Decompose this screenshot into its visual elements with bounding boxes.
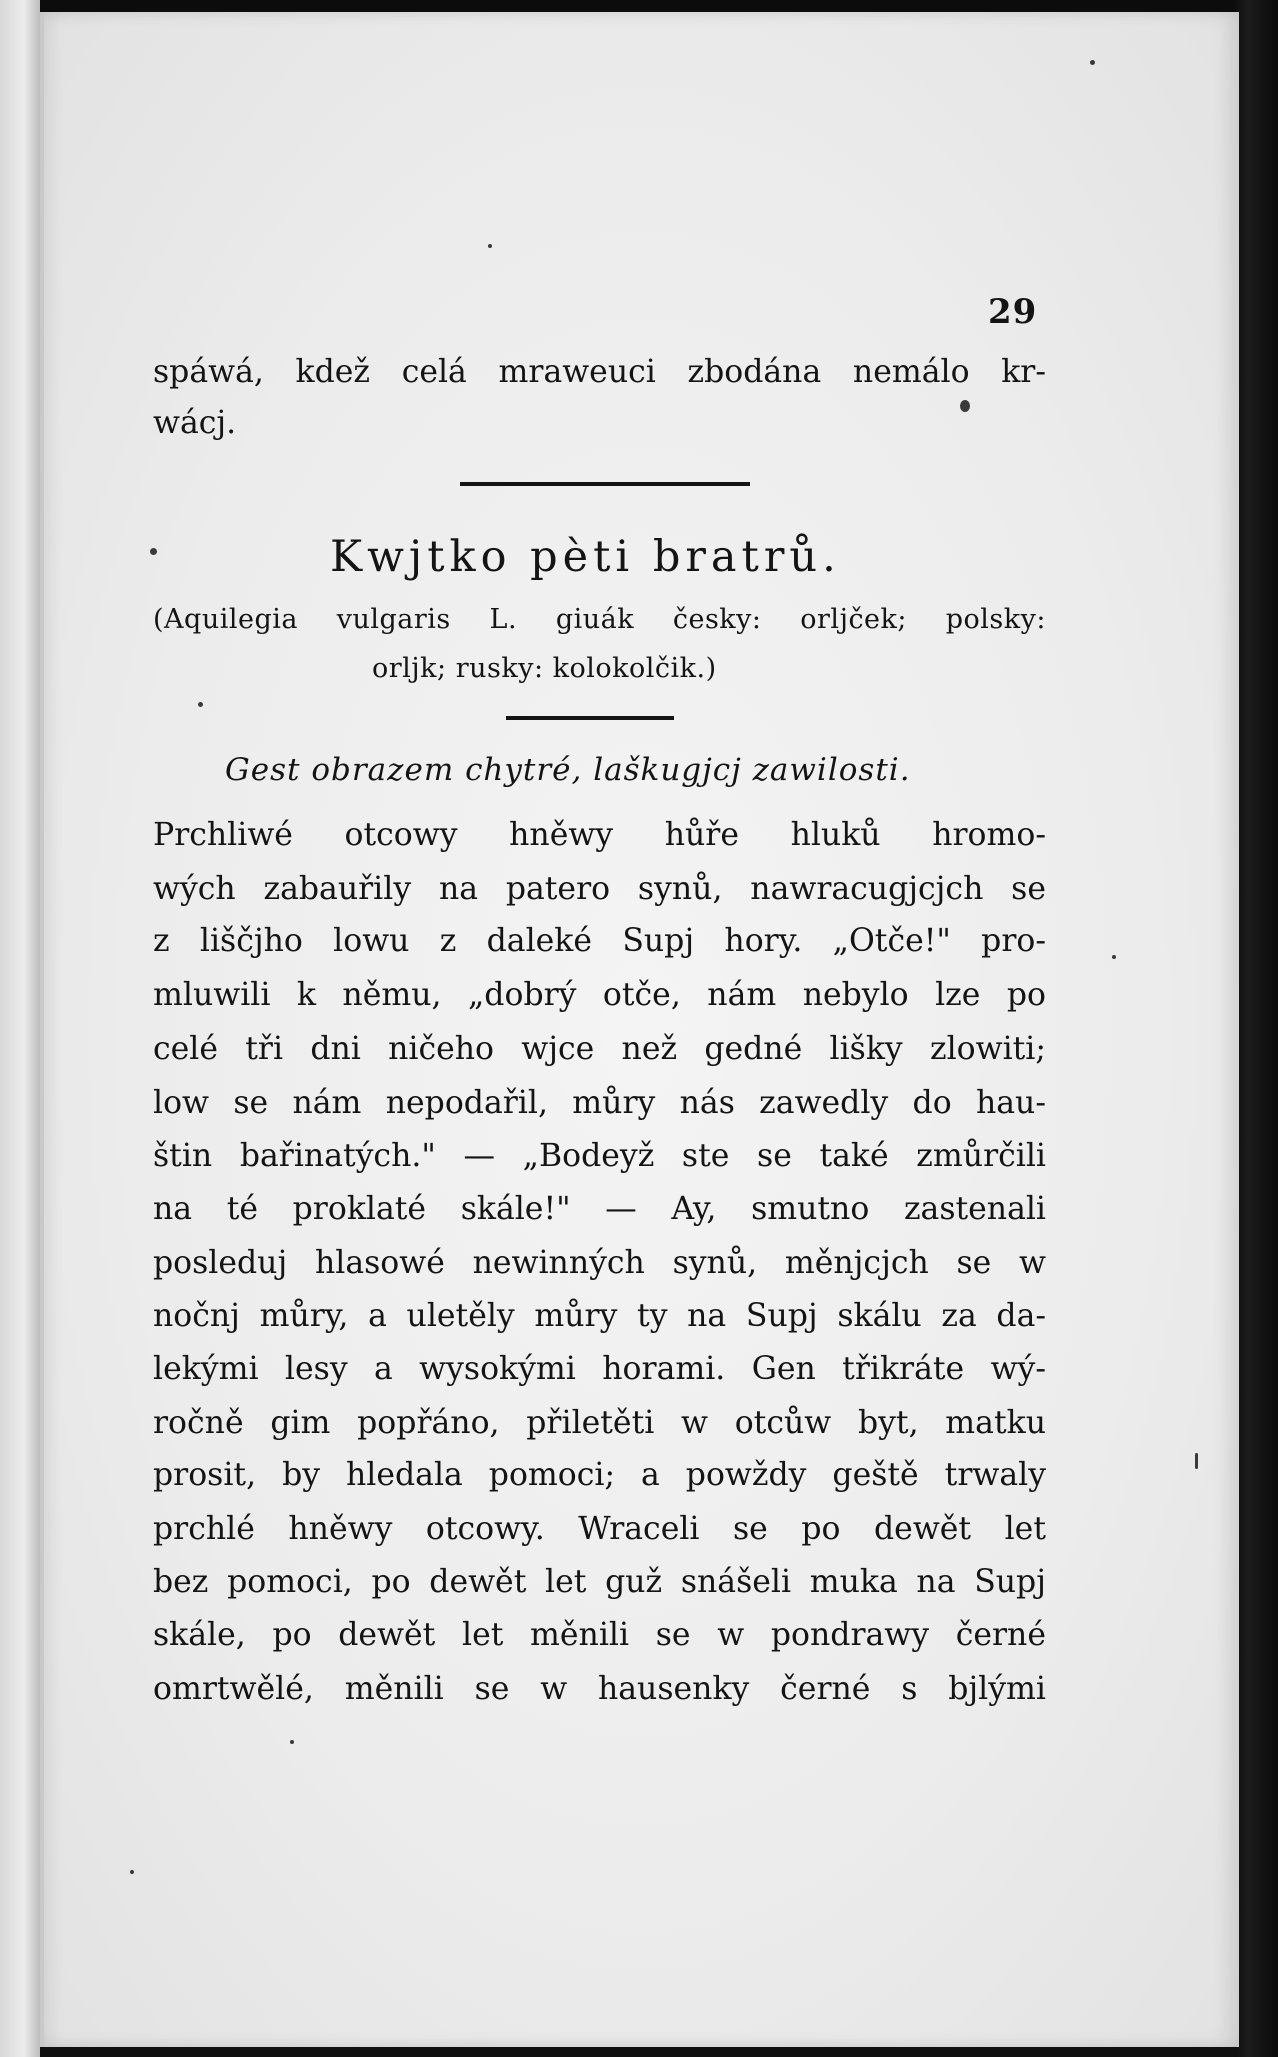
scan-speck [1112,955,1116,959]
body-line: Prchliwé otcowy hněwy hůře hluků hromo- [153,817,1046,853]
scan-speck [1195,1453,1198,1469]
body-line: lekými lesy a wysokými horami. Gen třikráte wý- [153,1351,1046,1387]
body-line: z liščjho lowu z daleké Supj hory. „Otče!" pro- [153,923,1046,959]
scan-speck [960,400,970,412]
body-line: posleduj hlasowé newinných synů, měnjcjch se w [153,1245,1046,1281]
body-line: omrtwělé, měnili se w hausenky černé s bjlými [153,1671,1046,1707]
scan-speck [290,1740,294,1744]
scan-speck [150,548,157,555]
body-line: prchlé hněwy otcowy. Wraceli se po dewět let [153,1511,1046,1547]
body-line: ročně gim popřáno, přiletěti w otcůw byt, matku [153,1405,1046,1441]
scan-speck [488,244,492,248]
body-line: štin bařinatých." — „Bodeyž ste se také zmůrčili [153,1138,1046,1174]
subtitle-line: orljk; rusky: kolokolčik.) [372,653,717,684]
page-number: 29 [988,292,1038,332]
body-line: wých zabauřily na patero synů, nawracugjcjch se [153,871,1046,907]
intro-line: spáwá, kdež celá mraweuci zbodána nemálo kr- [153,354,1046,390]
scan-speck [198,702,203,707]
scan-speck [130,1870,134,1874]
section-divider-bottom [506,716,674,720]
motto: Gest obrazem chytré, laškugjcj zawilosti. [225,752,911,788]
body-line: celé tři dni ničeho wjce než gedné lišky zlowiti; [153,1031,1046,1067]
intro-line: wácj. [153,405,237,441]
book-page [40,12,1239,2047]
body-line: na té proklaté skále!" — Ay, smutno zastenali [153,1191,1046,1227]
scan-speck [1090,60,1095,65]
body-line: skále, po dewět let měnili se w pondrawy černé [153,1617,1046,1653]
section-title: Kwjtko pèti bratrů. [330,532,841,582]
body-line: mluwili k němu, „dobrý otče, nám nebylo lze po [153,977,1046,1013]
scan-border-top [40,0,1278,12]
subtitle-line: (Aquilegia vulgaris L. giuák česky: orljček; polsky: [153,604,1046,635]
section-divider-top [460,482,750,486]
body-line: prosit, by hledala pomoci; a powždy geště trwaly [153,1457,1046,1493]
body-line: nočnj můry, a uletěly můry ty na Supj skálu za da- [153,1298,1046,1334]
scan-border-right [1235,0,1278,2057]
body-line: low se nám nepodařil, můry nás zawedly do hau- [153,1085,1046,1121]
previous-page-edge [0,0,40,2057]
body-line: bez pomoci, po dewět let guž snášeli muka na Supj [153,1564,1046,1600]
